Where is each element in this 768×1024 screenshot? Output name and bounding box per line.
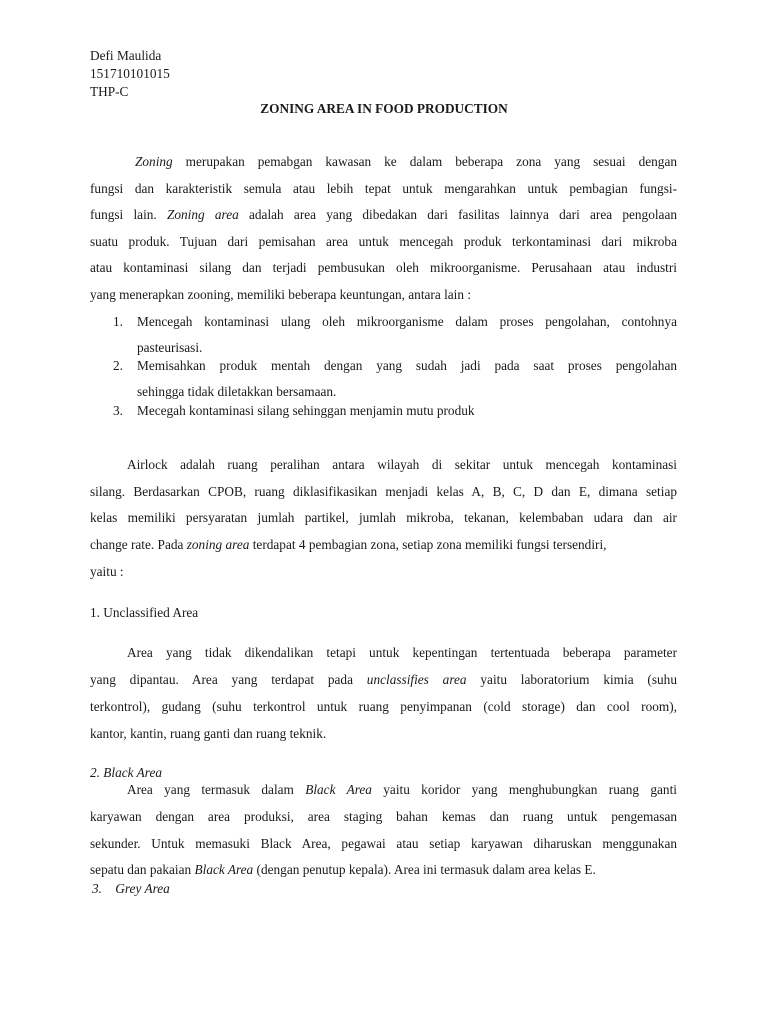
emphasis: unclassifies area [366,672,467,687]
text-line: fungsi dan karakteristik semula atau lebih tepat untuk mengarahkan untuk pembagian fungsi- [90,181,677,196]
text-line: fungsi lain. Zoning area adalah area yang dibedakan dari fasilitas lainnya dari area pengolaan [90,207,677,222]
text-line: atau kontaminasi silang dan terjadi pembusukan oleh mikroorganisme. Perusahaan atau industri [90,260,677,275]
emphasis: Zoning [135,154,173,169]
text-line: yang menerapkan zooning, memiliki beberapa keuntungan, antara lain : [90,287,472,302]
list-item-line: sehingga tidak diletakkan bersamaan. [137,384,337,399]
emphasis: Black Area [194,862,254,877]
text-line: suatu produk. Tujuan dari pemisahan area untuk mencegah produk terkontaminasi dari mikroba [90,234,677,249]
text-line: yaitu : [90,564,124,579]
list-item-line: Mencegah kontaminasi ulang oleh mikroorganisme dalam proses pengolahan, contohnya [137,314,677,329]
text-line: change rate. Pada zoning area terdapat 4 pembagian zona, setiap zona memiliki fungsi tersendiri, [90,537,607,552]
list-item-line: Mecegah kontaminasi silang sehinggan menjamin mutu produk [137,403,475,418]
section-heading-grey: 3. Grey Area [92,881,170,896]
text-line: kelas memiliki persyaratan jumlah partikel, jumlah mikroba, tekanan, kelembaban udara dan air [90,510,677,525]
text-line: Zoning merupakan pemabgan kawasan ke dalam beberapa zona yang sesuai dengan [135,154,677,169]
emphasis: Zoning area [166,207,239,222]
text-line: karyawan dengan area produksi, area staging bahan kemas dan ruang untuk pengemasan [90,809,677,824]
text-line: Area yang tidak dikendalikan tetapi untuk kepentingan tertentuada beberapa parameter [127,645,677,660]
emphasis: Black Area [305,782,372,797]
emphasis: zoning area [186,537,250,552]
text-line: sekunder. Untuk memasuki Black Area, pegawai atau setiap karyawan diharuskan menggunakan [90,836,677,851]
author-name: Defi Maulida [90,48,162,63]
list-number: 2. [113,358,123,373]
list-item-line: Memisahkan produk mentah dengan yang sudah jadi pada saat proses pengolahan [137,358,677,373]
list-number: 1. [113,314,123,329]
section-heading-unclassified: 1. Unclassified Area [90,605,199,620]
text-line: sepatu dan pakaian Black Area (dengan penutup kepala). Area ini termasuk dalam area kelas E. [90,862,596,877]
section-heading-black: 2. Black Area [90,765,163,780]
text-line: kantor, kantin, ruang ganti dan ruang teknik. [90,726,327,741]
class-code: THP-C [90,84,129,99]
text-line: Area yang termasuk dalam Black Area yaitu koridor yang menghubungkan ruang ganti [127,782,677,797]
text-line: yang dipantau. Area yang terdapat pada unclassifies area yaitu laboratorium kimia (suhu [90,672,677,687]
list-item-line: pasteurisasi. [137,340,203,355]
text-line: Airlock adalah ruang peralihan antara wilayah di sekitar untuk mencegah kontaminasi [127,457,677,472]
list-number: 3. [113,403,123,418]
student-id: 151710101015 [90,66,170,81]
text-line: terkontrol), gudang (suhu terkontrol untuk ruang penyimpanan (cold storage) dan cool room), [90,699,677,714]
document-title: ZONING AREA IN FOOD PRODUCTION [260,101,508,116]
text-line: silang. Berdasarkan CPOB, ruang diklasifikasikan menjadi kelas A, B, C, D dan E, dimana setiap [90,484,677,499]
